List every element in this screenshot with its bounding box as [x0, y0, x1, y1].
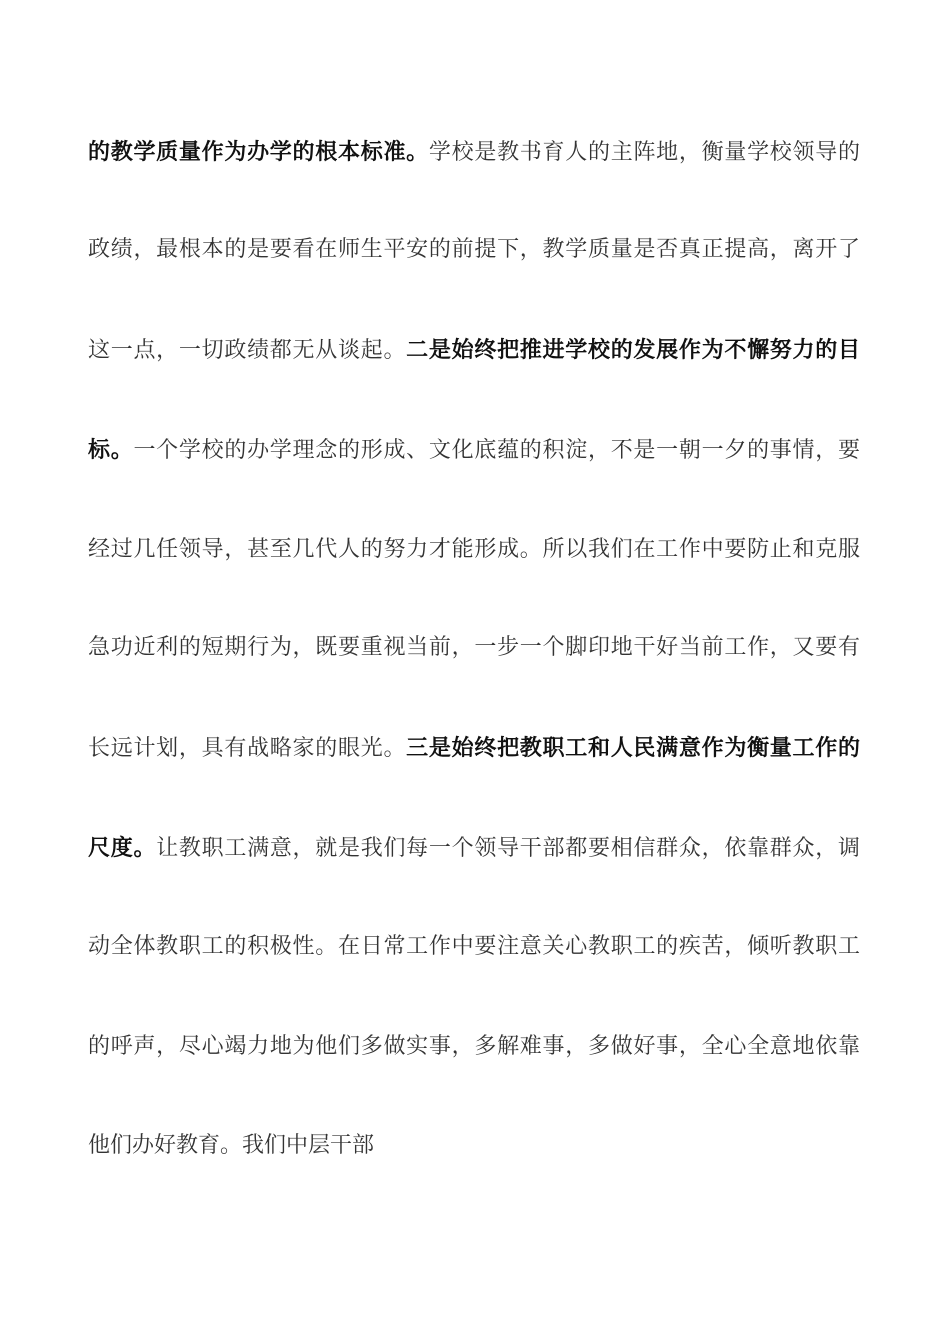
text-line-10 — [88, 1027, 860, 1067]
body-text: 让教职工满意，就是我们每一个领导干部都要相信群众，依靠群众，调 — [156, 836, 860, 861]
text-line-2 — [88, 230, 860, 270]
text-line-8 — [88, 828, 860, 868]
body-text: 经过几任领导，甚至几代人的努力才能形成。所以我们在工作中要防止和克服 — [88, 537, 860, 562]
text-line-11 — [88, 1126, 860, 1166]
text-line-5 — [88, 530, 860, 570]
bold-phrase: 尺度。 — [88, 835, 157, 861]
body-text: 一个学校的办学理念的形成、文化底蕴的积淀，不是一朝一夕的事情，要 — [133, 438, 860, 463]
body-text: 动全体教职工的积极性。在日常工作中要注意关心教职工的疾苦，倾听教职工 — [88, 934, 860, 959]
text-line-6 — [88, 628, 860, 668]
text-line-1 — [88, 132, 860, 172]
bold-phrase: 标。 — [88, 437, 134, 463]
text-line-3 — [88, 330, 860, 370]
text-line-7 — [88, 728, 860, 768]
text-line-9 — [88, 927, 860, 967]
body-text: 他们办好教育。我们中层干部 — [88, 1133, 375, 1158]
body-text: 急功近利的短期行为，既要重视当前，一步一个脚印地干好当前工作，又要有 — [88, 635, 860, 660]
body-text: 长远计划，具有战略家的眼光。 — [88, 736, 407, 761]
body-text: 的呼声，尽心竭力地为他们多做实事，多解难事，多做好事，全心全意地依靠 — [88, 1034, 860, 1059]
bold-phrase: 的教学质量作为办学的根本标准。 — [88, 139, 429, 165]
body-text: 学校是教书育人的主阵地，衡量学校领导的 — [428, 140, 860, 165]
bold-phrase: 三是始终把教职工和人民满意作为衡量工作的 — [406, 735, 860, 761]
body-text: 这一点，一切政绩都无从谈起。 — [88, 338, 407, 363]
text-line-4 — [88, 430, 860, 470]
body-text: 政绩，最根本的是要看在师生平安的前提下，教学质量是否真正提高，离开了 — [88, 237, 860, 262]
bold-phrase: 二是始终把推进学校的发展作为不懈努力的目 — [406, 337, 860, 363]
